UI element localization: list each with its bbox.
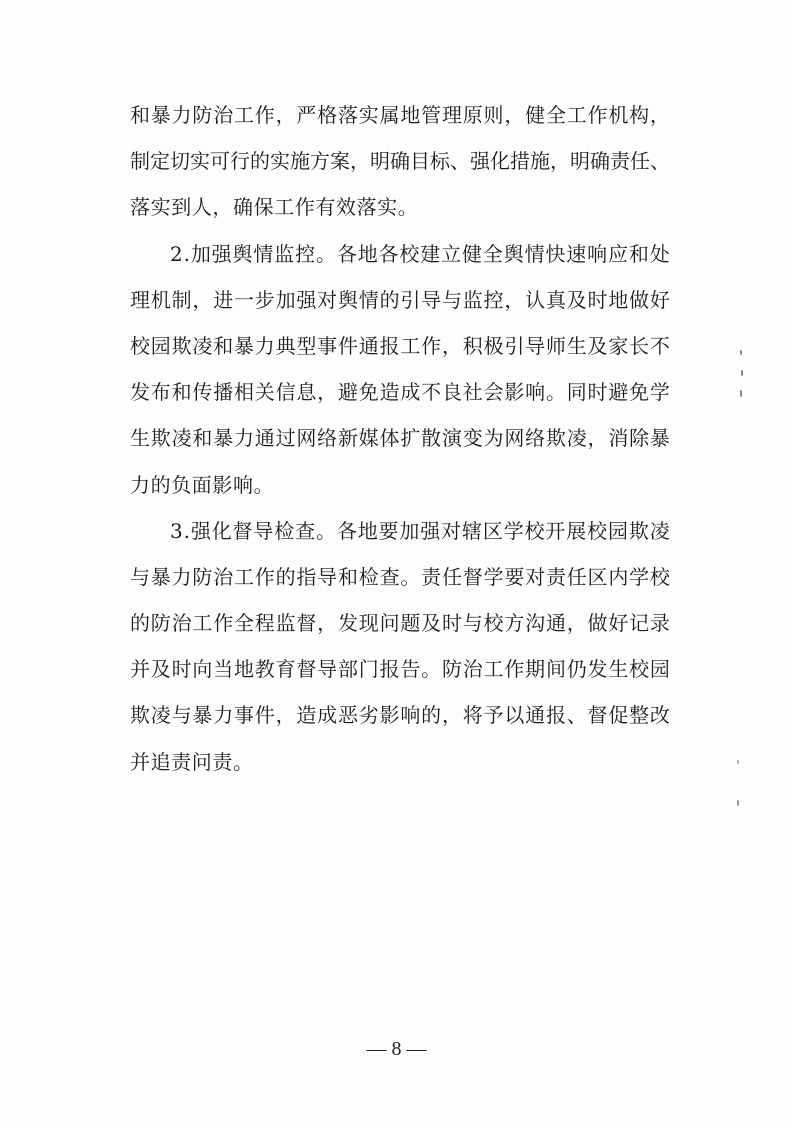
text-line: 发 布 和 传 播 相 关 信 息 ， 避 免 造 成 不 良 社 会 影 响 。 同 时 避 免 学	[130, 380, 670, 405]
section-heading-line: 2 . 加 强 舆 情 监 控 。 各 地 各 校 建 立 健 全 舆 情 快 速 响 应 和 处	[170, 241, 670, 266]
text-line: 力的负面影响。	[130, 472, 275, 497]
text-line: 校 园 欺 凌 和 暴 力 典 型 事 件 通 报 工 作 ， 积 极 引 导 师 生 及 家 长 不	[130, 333, 670, 358]
text-line: 和 暴 力 防 治 工 作 ， 严 格 落 实 属 地 管 理 原 则 ， 健 全 工 作 机 构 ，	[130, 103, 670, 127]
text-line: 的 防 治 工 作 全 程 监 督 ， 发 现 问 题 及 时 与 校 方 沟 通 ， 做 好 记 录	[130, 611, 670, 636]
text-line: 欺 凌 与 暴 力 事 件 ， 造 成 恶 劣 影 响 的 ， 将 予 以 通 报 、 督 促 整 改	[130, 703, 670, 728]
text-line: 与 暴 力 防 治 工 作 的 指 导 和 检 查 。 责 任 督 学 要 对 责 任 区 内 学 校	[130, 564, 670, 589]
text-line: 并 及 时 向 当 地 教 育 督 导 部 门 报 告 。 防 治 工 作 期 间 仍 发 生 校 园	[130, 657, 670, 682]
section-heading-line: 3 . 强 化 督 导 检 查 。 各 地 要 加 强 对 辖 区 学 校 开 展 校 园 欺 凌	[170, 518, 670, 543]
text-line: 落实到人，确保工作有效落实。	[130, 195, 419, 220]
text-line: 制 定 切 实 可 行 的 实 施 方 案 ， 明 确 目 标 、 强 化 措 施 ， 明 确 责 任 、	[130, 149, 670, 174]
text-line: 并追责问责。	[130, 749, 254, 774]
page-number: — 8 —	[366, 1038, 427, 1060]
text-line: 理 机 制 ， 进 一 步 加 强 对 舆 情 的 引 导 与 监 控 ， 认 真 及 时 地 做 好	[130, 287, 670, 312]
scan-speck-marks	[735, 760, 741, 820]
text-line: 生 欺 凌 和 暴 力 通 过 网 络 新 媒 体 扩 散 演 变 为 网 络 欺 凌 ， 消 除 暴	[130, 426, 670, 451]
scan-speck-marks	[739, 350, 745, 410]
body-text	[130, 92, 670, 785]
